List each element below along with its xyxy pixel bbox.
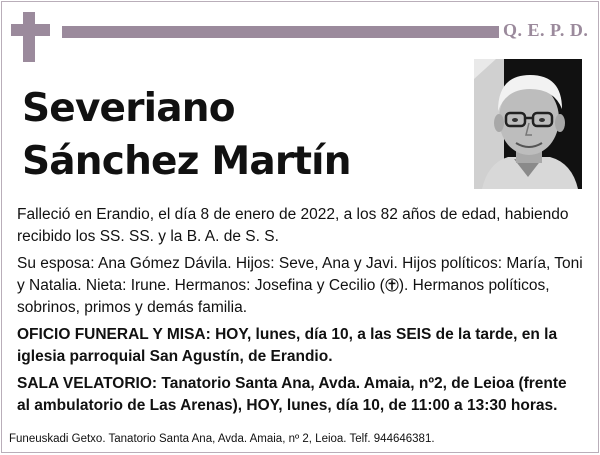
cross-vertical-bar xyxy=(23,12,35,62)
family-text-end: ). Hermanos políticos, sobrinos, primos y demás familia. xyxy=(17,277,550,316)
deceased-cross-icon xyxy=(385,278,399,292)
obituary-card xyxy=(1,1,599,453)
funeral-service-paragraph: OFICIO FUNERAL Y MISA: HOY, lunes, día 10, a las SEIS de la tarde, en la iglesia parroquial San Agustín, de Erandio. xyxy=(17,326,558,365)
wake-room-paragraph: SALA VELATORIO: Tanatorio Santa Ana, Avda. Amaia, nº2, de Leioa (frente al ambulatorio de Las Arenas), HOY, lunes, día 10, de 11:00 a 13:30 horas. xyxy=(17,375,567,414)
qepd-label: Q. E. P. D. xyxy=(503,20,589,40)
portrait-image xyxy=(474,59,582,189)
obituary-text xyxy=(17,204,583,422)
header-rule xyxy=(62,26,499,38)
cross-horizontal-bar xyxy=(11,24,50,36)
deceased-portrait xyxy=(474,59,582,189)
family-text-start: Su esposa: Ana Gómez Dávila. Hijos: Seve, Ana y Javi. Hijos políticos: María, Toni y Natalia. Nieta: Irune. Hermanos: Josefina y Cecilio ( xyxy=(17,255,583,294)
deceased-name xyxy=(22,82,351,188)
deceased-surnames: Sánchez Martín xyxy=(22,139,351,184)
family-paragraph xyxy=(17,253,583,319)
deceased-first-name: Severiano xyxy=(22,86,235,131)
death-notice-paragraph: Falleció en Erandio, el día 8 de enero de 2022, a los 82 años de edad, habiendo recibido los SS. SS. y la B. A. de S. S. xyxy=(17,206,569,245)
funeral-home-footer: Funeuskadi Getxo. Tanatorio Santa Ana, Avda. Amaia, nº 2, Leioa. Telf. 944646381. xyxy=(9,433,435,445)
